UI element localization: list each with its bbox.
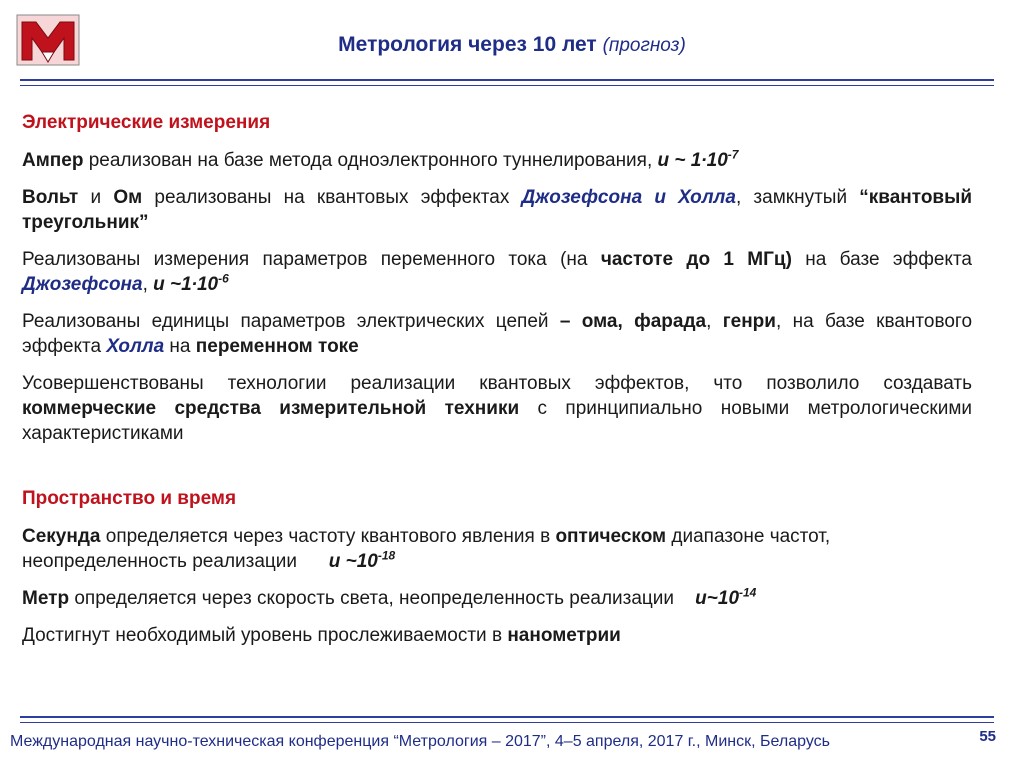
paragraph-ac-measurements: Реализованы измерения параметров переменного тока (на частоте до 1 МГц) на базе эффекта Джозефсона, u $\sim 1\cdot 10^{-6}$ <box>22 249 972 295</box>
page-number: 55 <box>979 728 996 745</box>
paragraph-metre: Метр определяется через скорость света, неопределенность реализации $u\sim 10^{-14}$ <box>22 585 757 609</box>
section-gap <box>22 458 972 486</box>
section-heading-electrical: Электрические измерения <box>22 112 271 133</box>
page-title-main: Метрология через 10 лет <box>338 33 597 56</box>
section-heading-space-time: Пространство и время <box>22 488 237 509</box>
footer-text: Международная научно-техническая конференция “Метрология – 2017”, 4–5 апреля, 2017 г., Минск, Беларусь <box>10 733 830 750</box>
page-title <box>0 33 1024 57</box>
paragraph-circuit-units: Реализованы единицы параметров электрических цепей – ома, фарада, генри, на базе квантового эффекта Холла на переменном токе <box>22 311 973 357</box>
slide-content <box>22 110 972 660</box>
header-divider <box>20 79 994 86</box>
footer-divider <box>20 716 994 723</box>
paragraph-nanometry: Достигнут необходимый уровень прослеживаемости в нанометрии <box>22 625 621 646</box>
paragraph-second: Секунда определяется через частоту квантового явления в оптическом диапазоне частот, неопределенность реализации u $\sim 10^{-18}$ <box>22 526 831 572</box>
paragraph-ampere: Ампер реализован на базе метода одноэлектронного туннелирования, u ~ $1\cdot 10^{-7}$ <box>22 147 739 171</box>
paragraph-volt-ohm: Вольт и Ом реализованы на квантовых эффектах Джозефсона и Холла, замкнутый “квантовый треугольник” <box>22 187 973 233</box>
paragraph-technologies: Усовершенствованы технологии реализации квантовых эффектов, что позволило создавать коммерческие средства измерительной техники с принципиально новыми метрологическими характеристиками <box>22 373 973 444</box>
page-title-subtitle: (прогноз) <box>602 35 686 56</box>
